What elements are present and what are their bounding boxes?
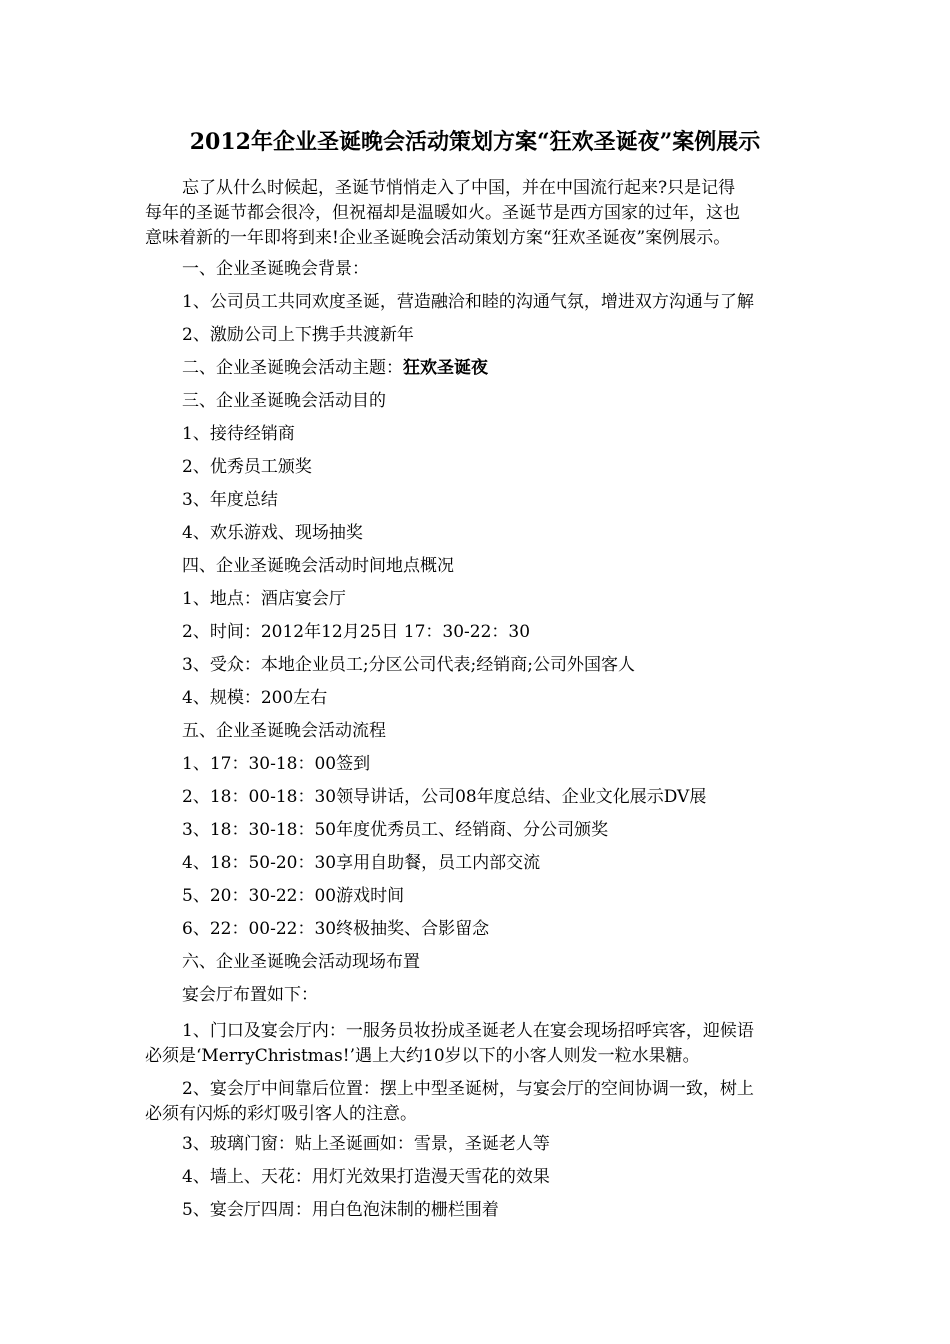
paragraph-line: 2、宴会厅中间靠后位置：摆上中型圣诞树，与宴会厅的空间协调一致，树上: [182, 1079, 754, 1099]
list-item: 1、公司员工共同欢度圣诞，营造融洽和睦的沟通气氛，增进双方沟通与了解: [182, 292, 754, 312]
list-item: 5、宴会厅四周：用白色泡沫制的栅栏围着: [182, 1200, 499, 1220]
document-body: [145, 257, 813, 1231]
list-item: 2、时间：2012年12月25日 17：30-22：30: [182, 622, 531, 642]
list-item: 2、18：00-18：30领导讲话，公司08年度总结、企业文化展示DV展: [182, 787, 707, 807]
intro-line: 忘了从什么时候起，圣诞节悄悄走入了中国，并在中国流行起来?只是记得: [182, 178, 736, 198]
list-item: 3、18：30-18：50年度优秀员工、经销商、分公司颁奖: [182, 820, 609, 840]
list-item: 3、玻璃门窗：贴上圣诞画如：雪景，圣诞老人等: [182, 1134, 550, 1154]
section-heading-time-place: 四、企业圣诞晚会活动时间地点概况: [182, 556, 454, 576]
list-item: 2、优秀员工颁奖: [182, 457, 312, 477]
intro-line: 意味着新的一年即将到来!企业圣诞晚会活动策划方案“狂欢圣诞夜”案例展示。: [145, 228, 731, 248]
section-heading-purpose: 三、企业圣诞晚会活动目的: [182, 391, 386, 411]
list-item: 5、20：30-22：00游戏时间: [182, 886, 405, 906]
list-item: 2、激励公司上下携手共渡新年: [182, 325, 414, 345]
list-item: 1、接待经销商: [182, 424, 295, 444]
section-heading-theme: [145, 356, 813, 389]
section-heading-schedule: 五、企业圣诞晚会活动流程: [182, 721, 386, 741]
intro-paragraph: [145, 176, 813, 251]
paragraph-line: 必须是‘MerryChristmas!’遇上大约10岁以下的小客人则发一粒水果糖。: [145, 1046, 700, 1066]
list-item: 3、年度总结: [182, 490, 278, 510]
list-item: 1、地点：酒店宴会厅: [182, 589, 346, 609]
theme-value: 狂欢圣诞夜: [403, 358, 488, 378]
intro-line: 每年的圣诞节都会很冷，但祝福却是温暖如火。圣诞节是西方国家的过年，这也: [145, 203, 740, 223]
theme-label: 二、企业圣诞晚会活动主题：: [182, 358, 403, 378]
list-item: 4、规模：200左右: [182, 688, 328, 708]
list-item: 1、17：30-18：00签到: [182, 754, 371, 774]
list-item: 6、22：00-22：30终极抽奖、合影留念: [182, 919, 490, 939]
list-item: 4、18：50-20：30享用自助餐，员工内部交流: [182, 853, 541, 873]
paragraph-entrance: [145, 1016, 813, 1066]
paragraph-line: 必须有闪烁的彩灯吸引客人的注意。: [145, 1104, 417, 1124]
subheading: 宴会厅布置如下：: [182, 985, 318, 1005]
document-title: 2012年企业圣诞晚会活动策划方案“狂欢圣诞夜”案例展示: [189, 129, 761, 155]
section-heading-layout: 六、企业圣诞晚会活动现场布置: [182, 952, 420, 972]
paragraph-tree: [145, 1074, 813, 1124]
list-item: 4、墙上、天花：用灯光效果打造漫天雪花的效果: [182, 1167, 550, 1187]
paragraph-line: 1、门口及宴会厅内：一服务员妆扮成圣诞老人在宴会现场招呼宾客，迎候语: [182, 1021, 754, 1041]
list-item: 4、欢乐游戏、现场抽奖: [182, 523, 363, 543]
section-heading-background: 一、企业圣诞晚会背景：: [182, 259, 369, 279]
list-item: 3、受众：本地企业员工;分区公司代表;经销商;公司外国客人: [182, 655, 635, 675]
